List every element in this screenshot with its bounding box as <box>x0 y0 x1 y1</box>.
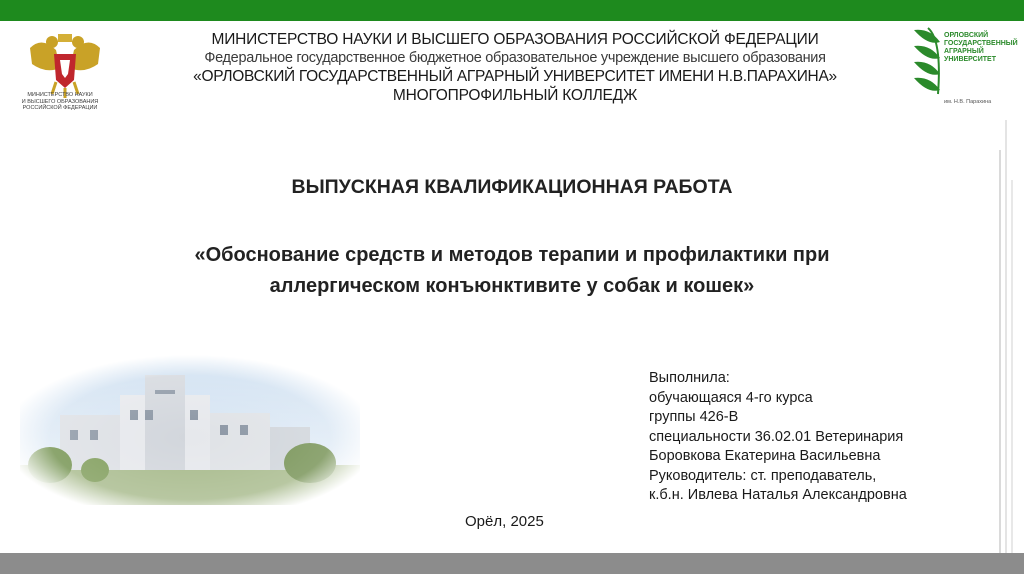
university-logo-line: УНИВЕРСИТЕТ <box>944 56 996 63</box>
work-title-line: «Обоснование средств и методов терапии и профилактики при <box>194 244 830 266</box>
university-logo-line: АГРАРНЫЙ <box>944 48 984 55</box>
author-info <box>649 369 1009 506</box>
author-line: специальности 36.02.01 Ветеринария <box>649 428 904 445</box>
ministry-caption <box>10 92 110 112</box>
university-logo-line: ГОСУДАРСТВЕННЫЙ <box>944 40 1018 47</box>
author-line: обучающаяся 4-го курса <box>649 389 813 406</box>
university-logo-subtitle: им. Н.В. Парахина <box>944 99 992 105</box>
top-accent-bar <box>0 0 1024 21</box>
author-line: Боровкова Екатерина Васильевна <box>649 448 881 464</box>
author-line: Выполнила: <box>649 370 730 386</box>
ministry-caption-line: И ВЫСШЕГО ОБРАЗОВАНИЯ <box>21 98 99 105</box>
university-logo-line: ОРЛОВСКИЙ <box>944 32 989 39</box>
author-line: группы 426-В <box>649 409 739 425</box>
author-line: к.б.н. Ивлева Наталья Александровна <box>649 487 907 503</box>
author-line: Руководитель: ст. преподаватель, <box>649 467 877 484</box>
university-name: «ОРЛОВСКИЙ ГОСУДАРСТВЕННЫЙ АГРАРНЫЙ УНИВЕРСИТЕТ ИМЕНИ Н.В.ПАРАХИНА» <box>193 68 837 85</box>
institution-header <box>110 30 920 105</box>
work-title <box>60 240 964 302</box>
work-title-line: аллергическом конъюнктивите у собак и кошек» <box>269 275 755 297</box>
bottom-accent-bar <box>0 553 1024 574</box>
ministry-name: МИНИСТЕРСТВО НАУКИ И ВЫСШЕГО ОБРАЗОВАНИЯ РОССИЙСКОЙ ФЕДЕРАЦИИ <box>211 31 819 48</box>
ministry-caption-line: МИНИСТЕРСТВО НАУКИ <box>27 92 93 98</box>
institution-type: Федеральное государственное бюджетное образовательное учреждение высшего образования <box>204 50 826 66</box>
university-logo-text <box>944 32 1024 64</box>
campus-building-photo <box>20 355 360 505</box>
decorative-vertical-lines <box>990 120 1024 553</box>
city-year: Орёл, 2025 <box>465 513 544 530</box>
college-name: МНОГОПРОФИЛЬНЫЙ КОЛЛЕДЖ <box>392 87 638 104</box>
ministry-caption-line: РОССИЙСКОЙ ФЕДЕРАЦИИ <box>22 105 98 111</box>
work-type-heading: ВЫПУСКНАЯ КВАЛИФИКАЦИОННАЯ РАБОТА <box>291 176 733 198</box>
